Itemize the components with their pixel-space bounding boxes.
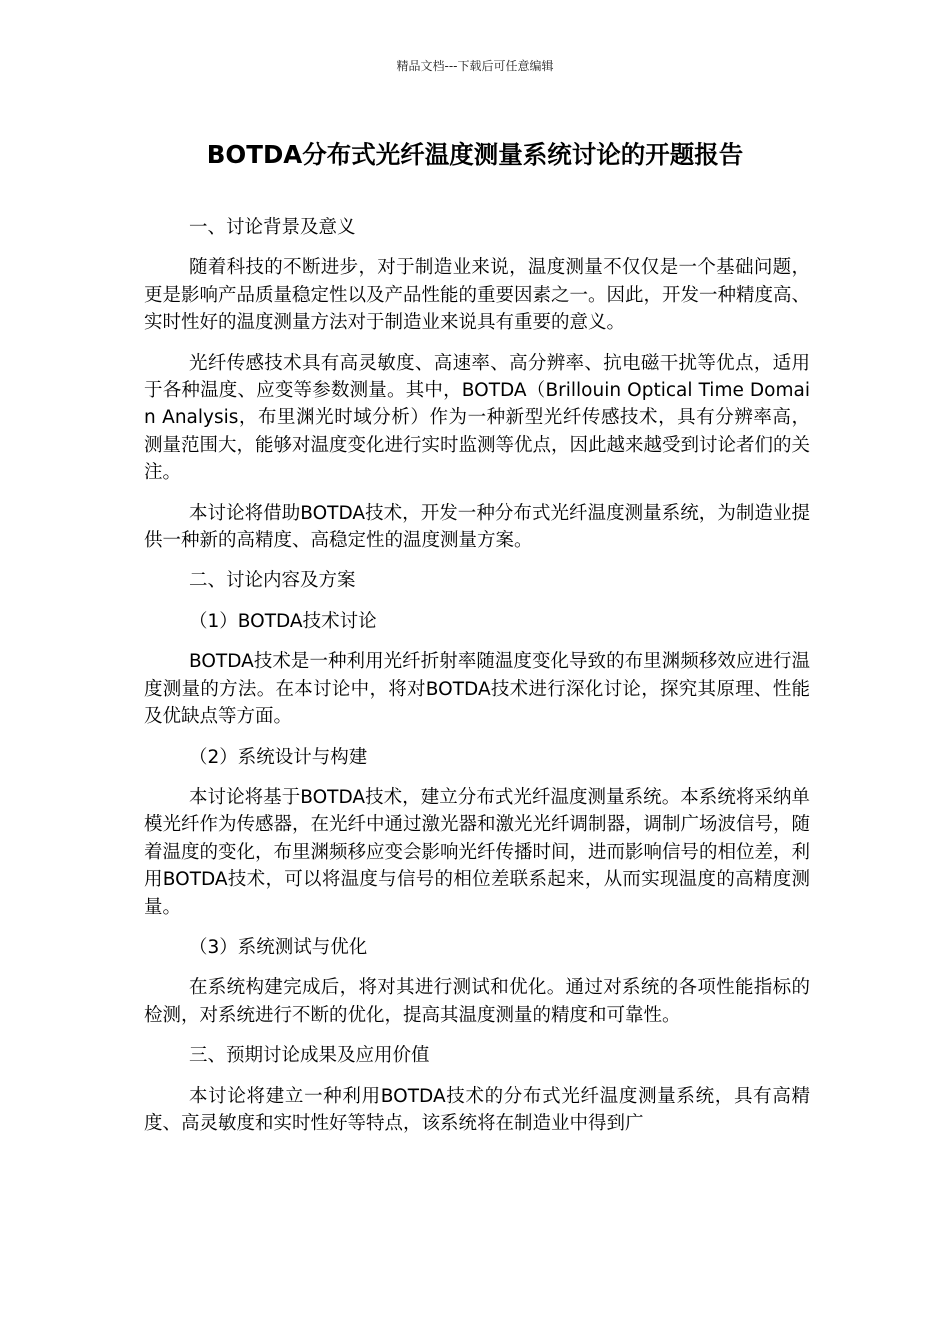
document-title: BOTDA分布式光纤温度测量系统讨论的开题报告: [206, 140, 744, 169]
section-heading-outcomes: 三、预期讨论成果及应用价值: [189, 1045, 430, 1067]
subheading-botda-tech: （1）BOTDA技术讨论: [189, 610, 377, 632]
header-note: 精品文档---下载后可任意编辑: [396, 59, 554, 73]
paragraph-system-design: 本讨论将基于BOTDA技术，建立分布式光纤温度测量系统。本系统将采纳单模光纤作为传感器，在光纤中通过激光器和激光光纤调制器，调制广场波信号，随着温度的变化，布里渊频移应变会影响光纤传播时间，进而影响信号的相位差，利用BOTDA技术，可以将温度与信号的相位差联系起来，从而实现温度的高精度测量。: [144, 786, 811, 918]
paragraph-background-1: 随着科技的不断进步，对于制造业来说，温度测量不仅仅是一个基础问题，更是影响产品质量稳定性以及产品性能的重要因素之一。因此，开发一种精度高、实时性好的温度测量方法对于制造业来说具有重要的意义。: [144, 257, 811, 334]
subheading-system-design: （2）系统设计与构建: [189, 746, 368, 768]
section-heading-content: 二、讨论内容及方案: [189, 570, 356, 592]
paragraph-system-test: 在系统构建完成后，将对其进行测试和优化。通过对系统的各项性能指标的检测，对系统进行不断的优化，提高其温度测量的精度和可靠性。: [144, 977, 810, 1026]
section-heading-background: 一、讨论背景及意义: [189, 217, 356, 238]
paragraph-background-2: 光纤传感技术具有高灵敏度、高速率、高分辨率、抗电磁干扰等优点，适用于各种温度、应变等参数测量。其中，BOTDA（Brillouin Optical Time Domain Analysis，布里渊光时域分析）作为一种新型光纤传感技术，具有分辨率高，测量范围大，能够对温度变化进行实时监测等优点，因此越来越受到讨论者们的关注。: [144, 352, 811, 484]
subheading-system-test: （3）系统测试与优化: [189, 936, 368, 958]
paragraph-botda-tech: BOTDA技术是一种利用光纤折射率随温度变化导致的布里渊频移效应进行温度测量的方法。在本讨论中，将对BOTDA技术进行深化讨论，探究其原理、性能及优缺点等方面。: [144, 651, 810, 728]
paragraph-outcomes: 本讨论将建立一种利用BOTDA技术的分布式光纤温度测量系统，具有高精度、高灵敏度和实时性好等特点，该系统将在制造业中得到广: [144, 1085, 810, 1134]
document-body: [144, 214, 810, 1150]
paragraph-background-3: 本讨论将借助BOTDA技术，开发一种分布式光纤温度测量系统，为制造业提供一种新的高精度、高稳定性的温度测量方案。: [144, 502, 810, 552]
